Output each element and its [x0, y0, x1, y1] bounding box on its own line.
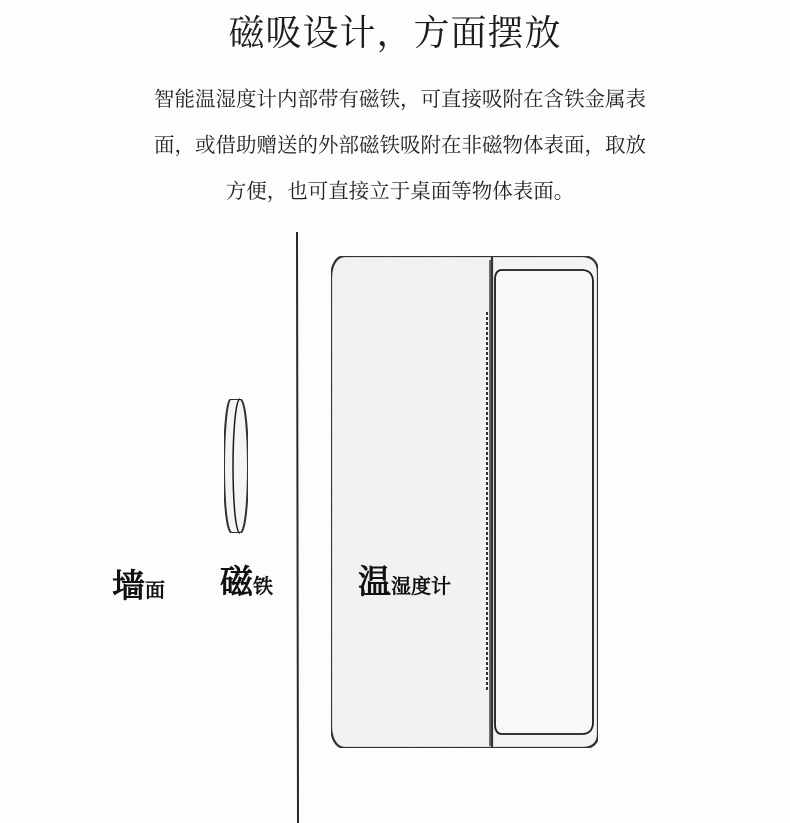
- magnet-label: [220, 556, 273, 603]
- description-line: 面，或借助赠送的外部磁铁吸附在非磁物体表面，取放: [154, 133, 646, 157]
- wall-label: [112, 560, 165, 607]
- wall-edge-line: [297, 232, 298, 823]
- thermo-hygrometer-device: [331, 256, 598, 748]
- wall-label-main: 墙: [112, 566, 145, 605]
- wall-label-sub: 面: [145, 578, 165, 602]
- magnet-label-main: 磁: [220, 562, 253, 601]
- thermo-hygrometer-label: [358, 556, 451, 603]
- magnet-disc: [224, 399, 248, 533]
- description-line: 智能温湿度计内部带有磁铁，可直接吸附在含铁金属表: [154, 87, 646, 111]
- page-title: 磁吸设计，方面摆放: [228, 13, 562, 54]
- thermo-label-sub: 湿度计: [391, 574, 451, 598]
- thermo-label-main: 温: [358, 562, 391, 601]
- magnet-label-sub: 铁: [253, 574, 273, 598]
- description-line: 方便，也可直接立于桌面等物体表面。: [225, 179, 575, 203]
